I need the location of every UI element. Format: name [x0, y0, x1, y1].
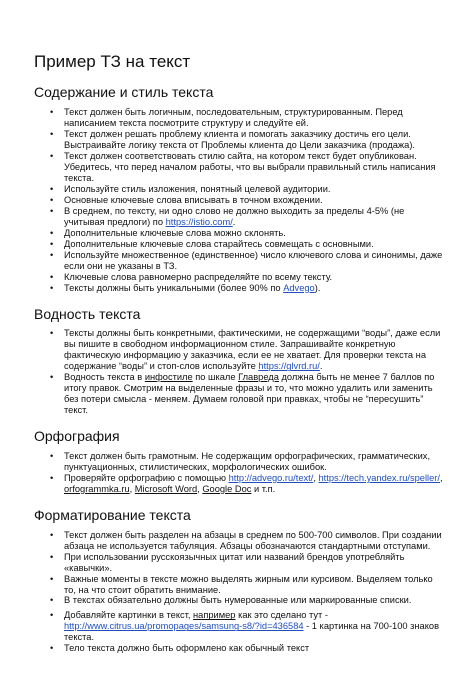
list-item-text: Добавляйте картинки в текст,: [64, 610, 194, 621]
list-item: • Ключевые слова равномерно распределяйте по всему тексту.: [64, 272, 444, 283]
list-item-tail: .: [319, 361, 323, 372]
word-term: Microsoft Word: [134, 483, 198, 494]
list-item: • Дополнительные ключевые слова можно склонять.: [64, 228, 444, 239]
list-item-text: Тексты должны быть уникальными (более 90% по: [64, 282, 284, 293]
list-item-text: по шкале: [192, 372, 239, 383]
section-heading-formatting: Форматирование текста: [34, 506, 191, 523]
example-term: например: [193, 610, 236, 621]
list-item: • При использовании русскоязычных цитат или названий брендов употребляйть «кавычки».: [64, 552, 444, 574]
glvrd-link[interactable]: https://glvrd.ru/: [258, 361, 320, 372]
list-item-text: как это сделано тут -: [235, 610, 328, 621]
list-item: [64, 283, 444, 294]
list-item: [64, 328, 444, 372]
list-item-text: - 1 картинка на 700-100 знаков текста.: [64, 621, 440, 643]
advego-text-link[interactable]: http://advego.ru/text/: [228, 472, 314, 483]
list-item-text: Водность текста в: [64, 372, 145, 383]
list-item: • Текст должен решать проблему клиента и помогать заказчику достичь его цели. Выстраивайте логику текста от Проблемы клиента до Цели заказчика (продажа).: [64, 129, 444, 151]
section-heading-spelling: Орфография: [34, 428, 120, 445]
separator: ,: [129, 483, 135, 494]
separator: ,: [313, 472, 319, 483]
list-item-text: В среднем, по тексту, ни одно слово не должно выходить за пределы 4-5% (не учитывая предлоги) по: [64, 205, 405, 227]
yandex-speller-link[interactable]: https://tech.yandex.ru/speller/: [318, 472, 440, 483]
advego-link[interactable]: Advego: [283, 282, 315, 293]
list-item: • Важные моменты в тексте можно выделять жирным или курсивом. Выделяем только то, на что стоит обратить внимание.: [64, 574, 444, 596]
list-item: • Текст должен быть грамотным. Не содержащим орфографических, грамматических, пунктуационных, стилистических, морфологических ошибок.: [64, 451, 444, 473]
section-heading-wateriness: Водность текста: [34, 305, 141, 322]
separator: ,: [439, 472, 443, 483]
list-item-text: Проверяйте орфографию с помощью: [64, 472, 229, 483]
list-item: • Текст должен быть разделен на абзацы в среднем по 500-700 символов. При создании абзаца не используется табуляция. Абзацы обозначаются стандартными отступами.: [64, 530, 444, 552]
list-item-text: должна быть не менее 7 баллов по итогу правок. Смотрим на выделенные фразы и то, что можно удалить или заменить без потери смысла - меняем. Думаем головой при правках, чтобы не “пересушить” текст.: [64, 372, 435, 416]
list-content-style: [34, 107, 444, 293]
list-formatting: [34, 530, 444, 655]
list-item: • В текстах обязательно должны быть нумерованные или маркированные списки.: [64, 595, 444, 606]
list-spelling: [34, 451, 444, 495]
list-item: • Текст должен соответствовать стилю сайта, на котором текст будет опубликован. Убедитесь, что перед началом работы, что вы выбрали правильный стиль написания текста.: [64, 151, 444, 184]
glavred-term: Главреда: [238, 372, 279, 383]
list-item: [64, 372, 444, 416]
document-title: Пример ТЗ на текст: [34, 52, 191, 71]
istio-link[interactable]: https://istio.com/: [165, 216, 233, 227]
list-item: • Основные ключевые слова вписывать в точном вхождении.: [64, 195, 444, 206]
list-item-tail: .: [232, 216, 236, 227]
list-wateriness: [34, 328, 444, 416]
list-item-text: Тексты должны быть конкретными, фактическими, не содержащими “воды”, даже если вы пишите в свободном информационном стиле. Запрашивайте конкретную фактическую информацию у заказчика, если ее не хватает. Для проверки текста на содержание “воды” и стоп-слов используйте: [64, 328, 441, 372]
list-item: • Используйте стиль изложения, понятный целевой аудитории.: [64, 184, 444, 195]
list-item: [64, 473, 444, 495]
list-item: • Текст должен быть логичным, последовательным, структурированным. Перед написанием текста посмотрите структуру и следуйте ей.: [64, 107, 444, 129]
infostyle-term: инфостиле: [144, 372, 193, 383]
list-item-tail: и т.п.: [251, 483, 276, 494]
list-item: [64, 206, 444, 228]
citrus-link[interactable]: http://www.citrus.ua/promopages/samsung-s8/?id=436584: [64, 621, 304, 632]
list-item-tail: ).: [314, 282, 321, 293]
list-item: • Дополнительные ключевые слова старайтесь совмещать с основными.: [64, 239, 444, 250]
orfogrammka-term: orfogrammka.ru: [64, 483, 130, 494]
section-heading-content-style: Содержание и стиль текста: [34, 84, 214, 101]
list-item: • Тело текста должно быть оформлено как обычный текст: [64, 643, 444, 654]
google-doc-term: Google Doc: [202, 483, 252, 494]
separator: ,: [197, 483, 203, 494]
list-item: [64, 610, 444, 643]
list-item: • Используйте множественное (единственное) число ключевого слова и синонимы, даже если они не указаны в ТЗ.: [64, 250, 444, 272]
